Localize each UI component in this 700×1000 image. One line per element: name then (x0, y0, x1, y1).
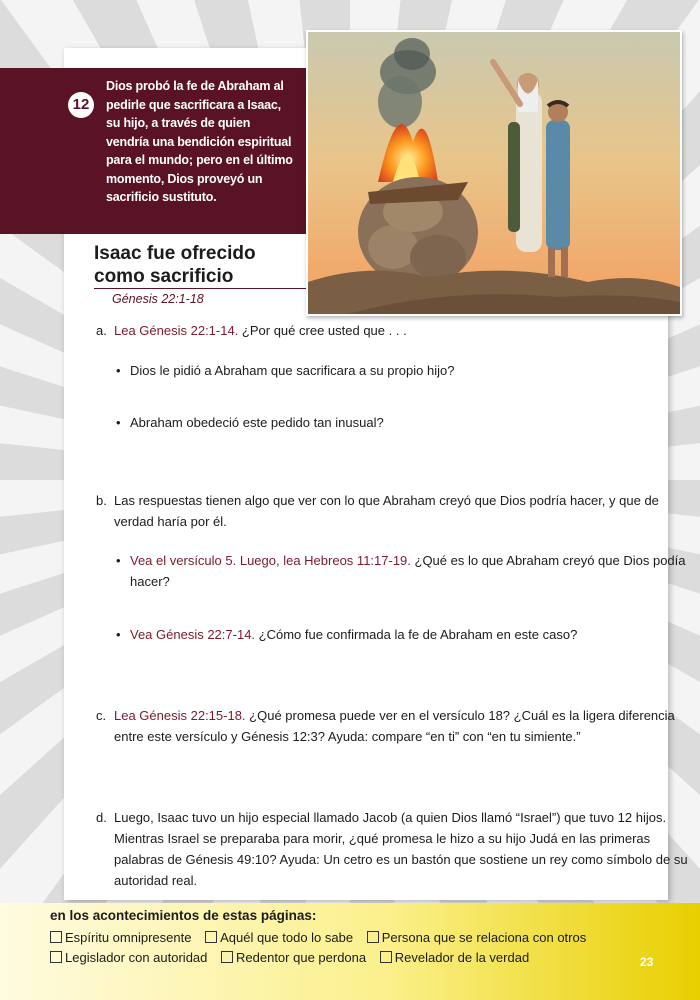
title-underline (94, 288, 306, 289)
footer-title: en los acontecimientos de estas páginas: (50, 908, 317, 923)
question-letter: b. (96, 493, 107, 508)
question-a-bullet-1 (116, 360, 454, 381)
question-text-line-4: autoridad real. (114, 873, 198, 888)
question-c (96, 705, 675, 747)
bullet-text: Abraham obedeció este pedido tan inusual? (130, 415, 384, 430)
question-text-line-2: verdad haría por él. (114, 514, 227, 529)
question-text: Luego, Isaac tuvo un hijo especial llamado Jacob (a quien Dios llamó “Israel”) que tuvo 12 hijos. (114, 810, 667, 825)
question-text: ¿Por qué cree usted que . . . (238, 323, 407, 338)
question-highlight: Lea Génesis 22:15-18. (114, 708, 246, 723)
bullet-highlight: Vea el versículo 5. Luego, lea Hebreos 11:17-19. (130, 553, 411, 568)
bullet-dot: • (116, 363, 121, 378)
bullet-text: ¿Qué es lo que Abraham creyó que Dios podía (410, 553, 686, 568)
bullet-text-line-2: hacer? (130, 574, 170, 589)
question-highlight: Lea Génesis 22:1-14. (114, 323, 239, 338)
footer-options-row-1 (50, 930, 596, 945)
bullet-text: Dios le pidió a Abraham que sacrificara a su propio hijo? (130, 363, 455, 378)
question-b (96, 490, 659, 532)
bullet-dot: • (116, 627, 121, 642)
question-a (96, 320, 407, 341)
intro-text: Dios probó la fe de Abraham al pedirle que sacrificara a Isaac, su hijo, a través de quien vendría una bendición espiritual para el mundo; pero en el último momento, Dios proveyó un sacrificio sustituto. (106, 79, 293, 204)
question-a-bullet-2 (116, 412, 384, 433)
bullet-highlight: Vea Génesis 22:7-14. (130, 627, 256, 642)
question-letter: c. (96, 708, 107, 723)
question-letter: a. (96, 323, 107, 338)
option-authoritative-lawgiver[interactable]: Legislador con autoridad (50, 950, 207, 965)
section-title: Isaac fue ofrecido como sacrificio (94, 243, 256, 287)
option-omnipresent-spirit[interactable]: Espíritu omnipresente (50, 930, 191, 945)
option-relational-person[interactable]: Persona que se relaciona con otros (367, 930, 587, 945)
option-forgiving-redeemer[interactable]: Redentor que perdona (221, 950, 366, 965)
checkbox-icon[interactable] (50, 951, 62, 963)
checkbox-icon[interactable] (221, 951, 233, 963)
lesson-number-badge: 12 (68, 92, 94, 118)
checkbox-icon[interactable] (367, 931, 379, 943)
page-number: 23 (640, 955, 654, 969)
checkbox-icon[interactable] (380, 951, 392, 963)
checkbox-icon[interactable] (205, 931, 217, 943)
question-d (96, 807, 688, 891)
question-letter: d. (96, 810, 107, 825)
question-text-line-2: Mientras Israel se preparaba para morir, ¿qué promesa le hizo a su hijo Judá en las primeras (114, 831, 651, 846)
checkbox-icon[interactable] (50, 931, 62, 943)
option-revealer-of-truth[interactable]: Revelador de la verdad (380, 950, 529, 965)
option-all-knowing[interactable]: Aquél que todo lo sabe (205, 930, 353, 945)
question-b-bullet-1 (116, 550, 686, 592)
bullet-dot: • (116, 415, 121, 430)
question-text: Las respuestas tienen algo que ver con lo que Abraham creyó que Dios podría hacer, y que de (114, 493, 659, 508)
bullet-text: ¿Cómo fue confirmada la fe de Abraham en este caso? (255, 627, 578, 642)
footer-options-row-2 (50, 950, 539, 965)
question-text-line-3: palabras de Génesis 49:10? Ayuda: Un cetro es un bastón que sostiene un rey como símbolo de su (114, 852, 688, 867)
question-text-line-2: entre este versículo y Génesis 12:3? Ayuda: compare “en ti” con “en tu simiente.” (114, 729, 581, 744)
scripture-reference: Génesis 22:1-18 (112, 292, 204, 306)
question-text: ¿Qué promesa puede ver en el versículo 18? ¿Cuál es la ligera diferencia (245, 708, 675, 723)
bullet-dot: • (116, 553, 121, 568)
abraham-isaac-illustration (306, 30, 682, 316)
altar-scene-image (308, 32, 680, 314)
question-b-bullet-2 (116, 624, 577, 645)
